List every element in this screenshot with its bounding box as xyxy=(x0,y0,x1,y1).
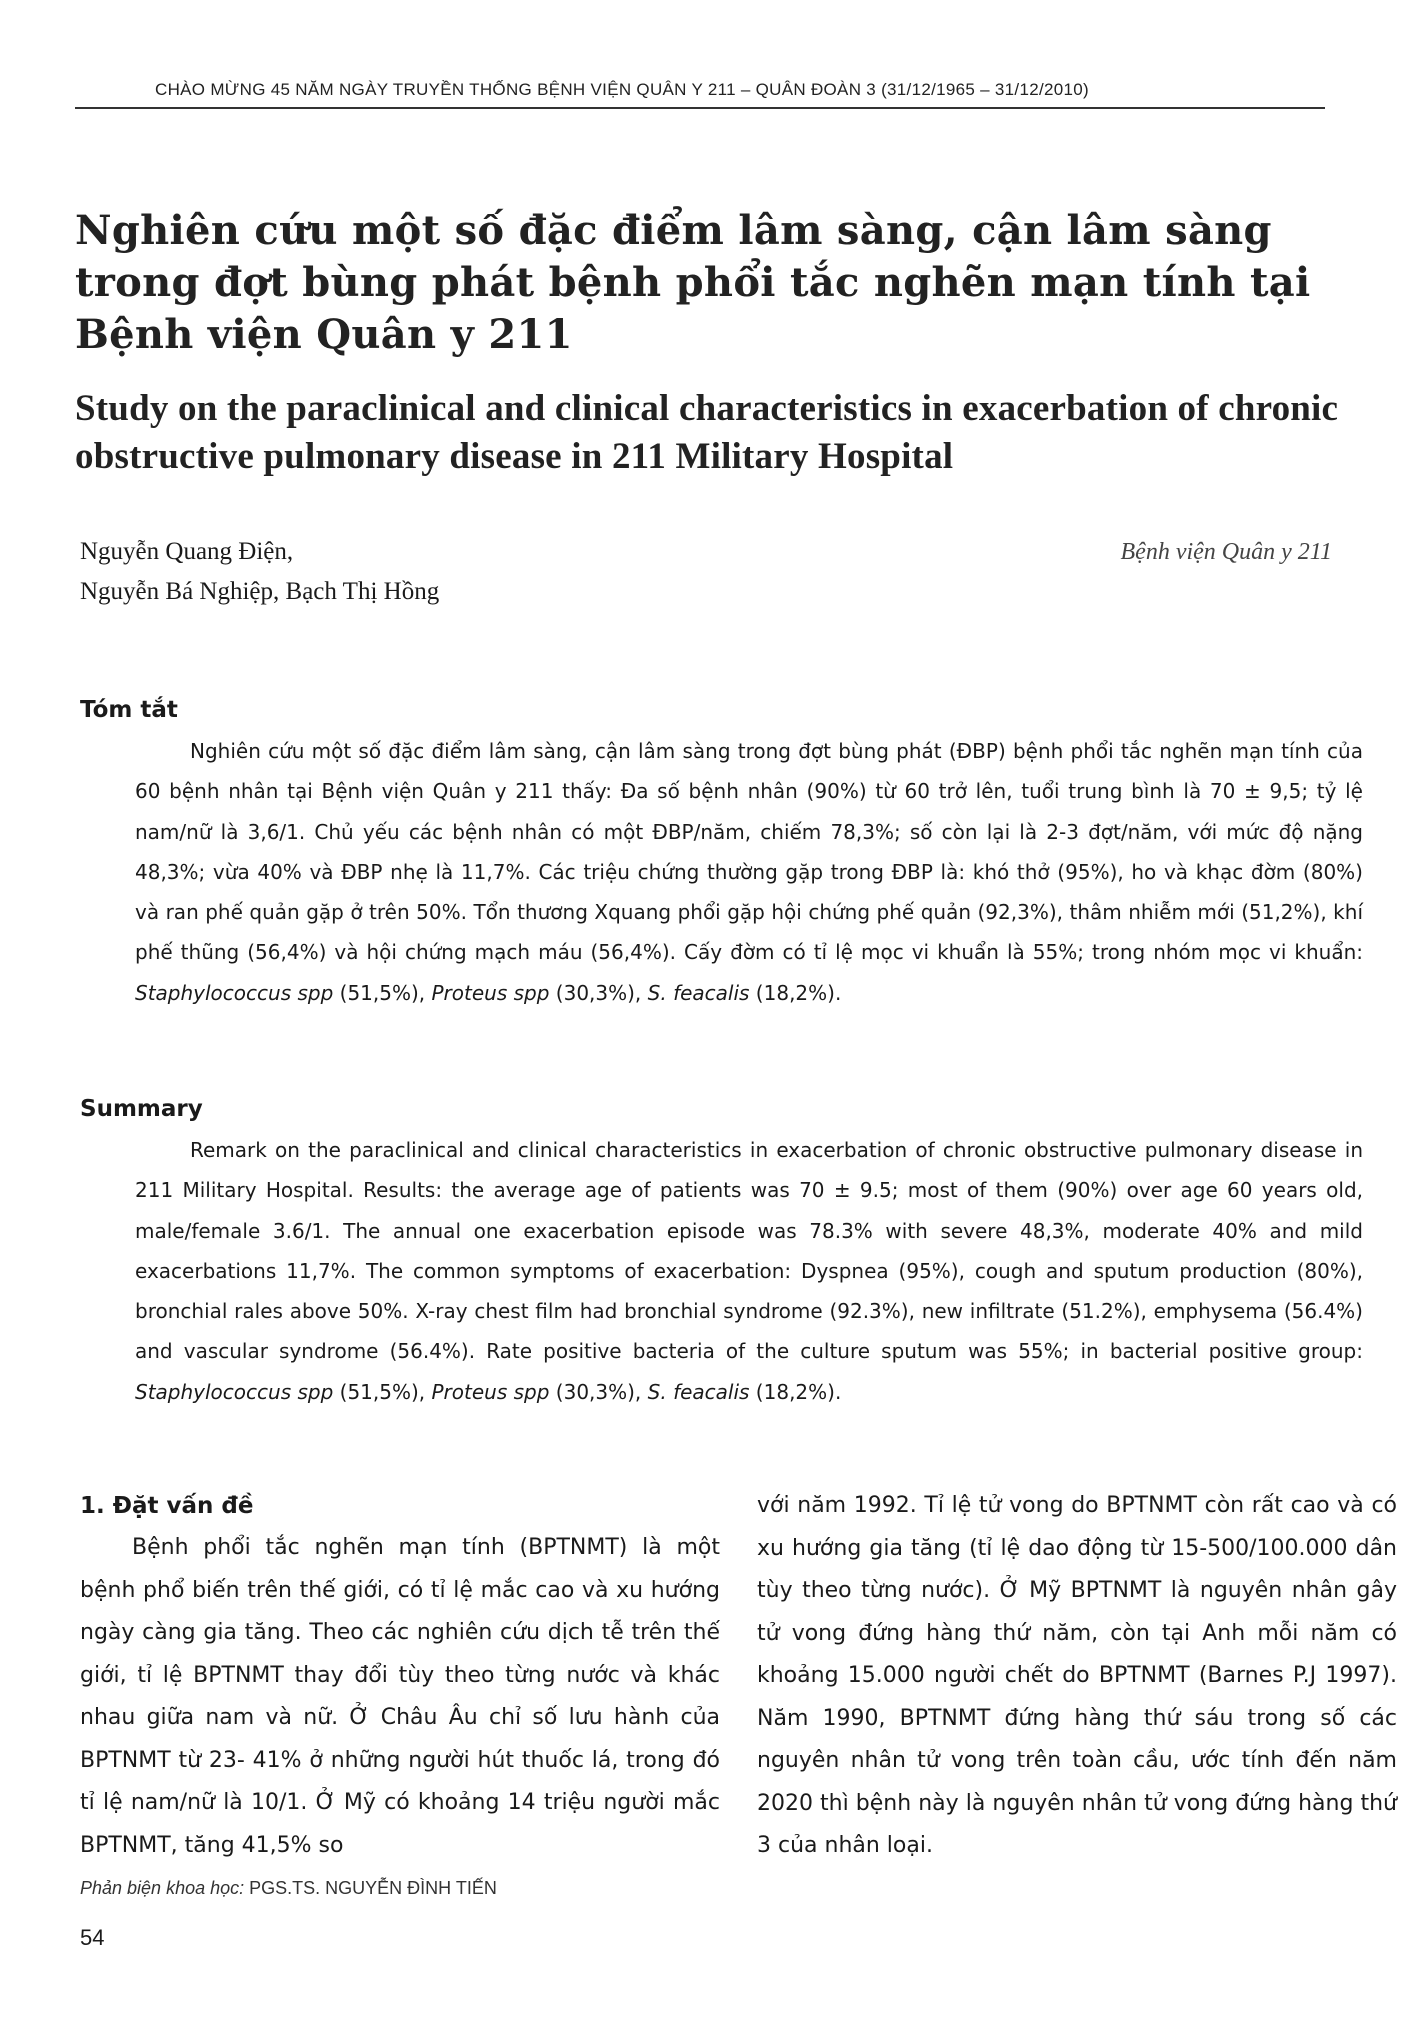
running-head: CHÀO MỪNG 45 NĂM NGÀY TRUYỀN THỐNG BỆNH VIỆN QUÂN Y 211 – QUÂN ĐOÀN 3 (31/12/1965 – 31/12/2010) xyxy=(155,80,1089,99)
abstract-vi-organism-2: Proteus spp xyxy=(431,980,550,1005)
abstract-en-organism-3: S. feacalis xyxy=(647,1379,750,1404)
author-line-2: Nguyễn Bá Nghiệp, Bạch Thị Hồng xyxy=(80,578,440,605)
footnote-value: PGS.TS. NGUYỄN ĐÌNH TIẾN xyxy=(249,1878,497,1898)
page-number: 54 xyxy=(80,1925,105,1950)
abstract-en-value-2: (30,3%), xyxy=(549,1379,648,1404)
affiliation: Bệnh viện Quân y 211 xyxy=(1120,539,1332,565)
intro-heading: 1. Đặt vấn đề xyxy=(80,1493,254,1519)
abstract-vi-organism-3: S. feacalis xyxy=(647,980,750,1005)
abstract-vi-value-3: (18,2%). xyxy=(749,980,842,1005)
author-list xyxy=(80,532,439,612)
abstract-vi-value-2: (30,3%), xyxy=(549,980,648,1005)
intro-right-column xyxy=(757,1485,1397,1868)
abstract-en-organism-1: Staphylococcus spp xyxy=(135,1379,334,1404)
intro-left-column xyxy=(80,1485,720,1867)
abstract-en-text: Remark on the paraclinical and clinical characteristics in exacerbation of chronic obstructive pulmonary disease in 211 Military Hospital. Results: the average age of patients was 70 ± 9.5; most of them (90%) over age 60 years old, male/female 3.6/1. The annual one exacerbation episode was 78.3% with severe 48,3%, moderate 40% and mild exacerbations 11,7%. The common symptoms of exacerbation: Dyspnea (95%), cough and sputum production (80%), bronchial rales above 50%. X-ray chest film had bronchial syndrome (92.3%), new infiltrate (51.2%), emphysema (56.4%) and vascular syndrome (56.4%). Rate positive bacteria of the culture sputum was 55%; in bacterial positive group: xyxy=(135,1138,1363,1364)
intro-paragraph-right: với năm 1992. Tỉ lệ tử vong do BPTNMT còn rất cao và có xu hướng gia tăng (tỉ lệ dao động từ 15-500/100.000 dân tùy theo từng nước). Ở Mỹ BPTNMT là nguyên nhân gây tử vong đứng hàng thứ năm, còn tại Anh mỗi năm có khoảng 15.000 người chết do BPTNMT (Barnes P.J 1997). Năm 1990, BPTNMT đứng hàng thứ sáu trong số các nguyên nhân tử vong trên toàn cầu, ước tính đến năm 2020 thì bệnh này là nguyên nhân tử vong đứng hàng thứ 3 của nhân loại. xyxy=(757,1493,1397,1858)
reviewer-footnote xyxy=(80,1878,497,1899)
author-line-1: Nguyễn Quang Điện, xyxy=(80,538,294,565)
abstract-vi-body xyxy=(135,731,1363,1013)
abstract-en-value-1: (51,5%), xyxy=(333,1379,432,1404)
abstract-en-body xyxy=(135,1130,1363,1412)
intro-paragraph-left: Bệnh phổi tắc nghẽn mạn tính (BPTNMT) là một bệnh phổ biến trên thế giới, có tỉ lệ mắc cao và xu hướng ngày càng gia tăng. Theo các nghiên cứu dịch tễ trên thế giới, tỉ lệ BPTNMT thay đổi tùy theo từng nước và khác nhau giữa nam và nữ. Ở Châu Âu chỉ số lưu hành của BPTNMT từ 23- 41% ở những người hút thuốc lá, trong đó tỉ lệ nam/nữ là 10/1. Ở Mỹ có khoảng 14 triệu người mắc BPTNMT, tăng 41,5% so xyxy=(80,1535,720,1858)
header-rule xyxy=(75,107,1325,109)
title-english: Study on the paraclinical and clinical characteristics in exacerbation of chronic obstructive pulmonary disease in 211 Military Hospital xyxy=(75,388,1339,477)
abstract-vi-text: Nghiên cứu một số đặc điểm lâm sàng, cận lâm sàng trong đợt bùng phát (ĐBP) bệnh phổi tắc nghẽn mạn tính của 60 bệnh nhân tại Bệnh viện Quân y 211 thấy: Đa số bệnh nhân (90%) từ 60 trở lên, tuổi trung bình là 70 ± 9,5; tỷ lệ nam/nữ là 3,6/1. Chủ yếu các bệnh nhân có một ĐBP/năm, chiếm 78,3%; số còn lại là 2-3 đợt/năm, với mức độ nặng 48,3%; vừa 40% và ĐBP nhẹ là 11,7%. Các triệu chứng thường gặp trong ĐBP là: khó thở (95%), ho và khạc đờm (80%) và ran phế quản gặp ở trên 50%. Tổn thương Xquang phổi gặp hội chứng phế quản (92,3%), thâm nhiễm mới (51,2%), khí phế thũng (56,4%) và hội chứng mạch máu (56,4%). Cấy đờm có tỉ lệ mọc vi khuẩn là 55%; trong nhóm mọc vi khuẩn: xyxy=(135,739,1363,965)
title-vietnamese: Nghiên cứu một số đặc điểm lâm sàng, cận lâm sàng trong đợt bùng phát bệnh phổi tắc nghẽn mạn tính tại Bệnh viện Quân y 211 xyxy=(75,207,1311,358)
abstract-en-organism-2: Proteus spp xyxy=(431,1379,550,1404)
abstract-en-value-3: (18,2%). xyxy=(749,1379,842,1404)
abstract-vi-organism-1: Staphylococcus spp xyxy=(135,980,334,1005)
abstract-en-heading: Summary xyxy=(80,1096,203,1122)
abstract-vi-heading: Tóm tắt xyxy=(80,697,178,723)
abstract-vi-value-1: (51,5%), xyxy=(333,980,432,1005)
footnote-label: Phản biện khoa học: xyxy=(80,1878,245,1898)
